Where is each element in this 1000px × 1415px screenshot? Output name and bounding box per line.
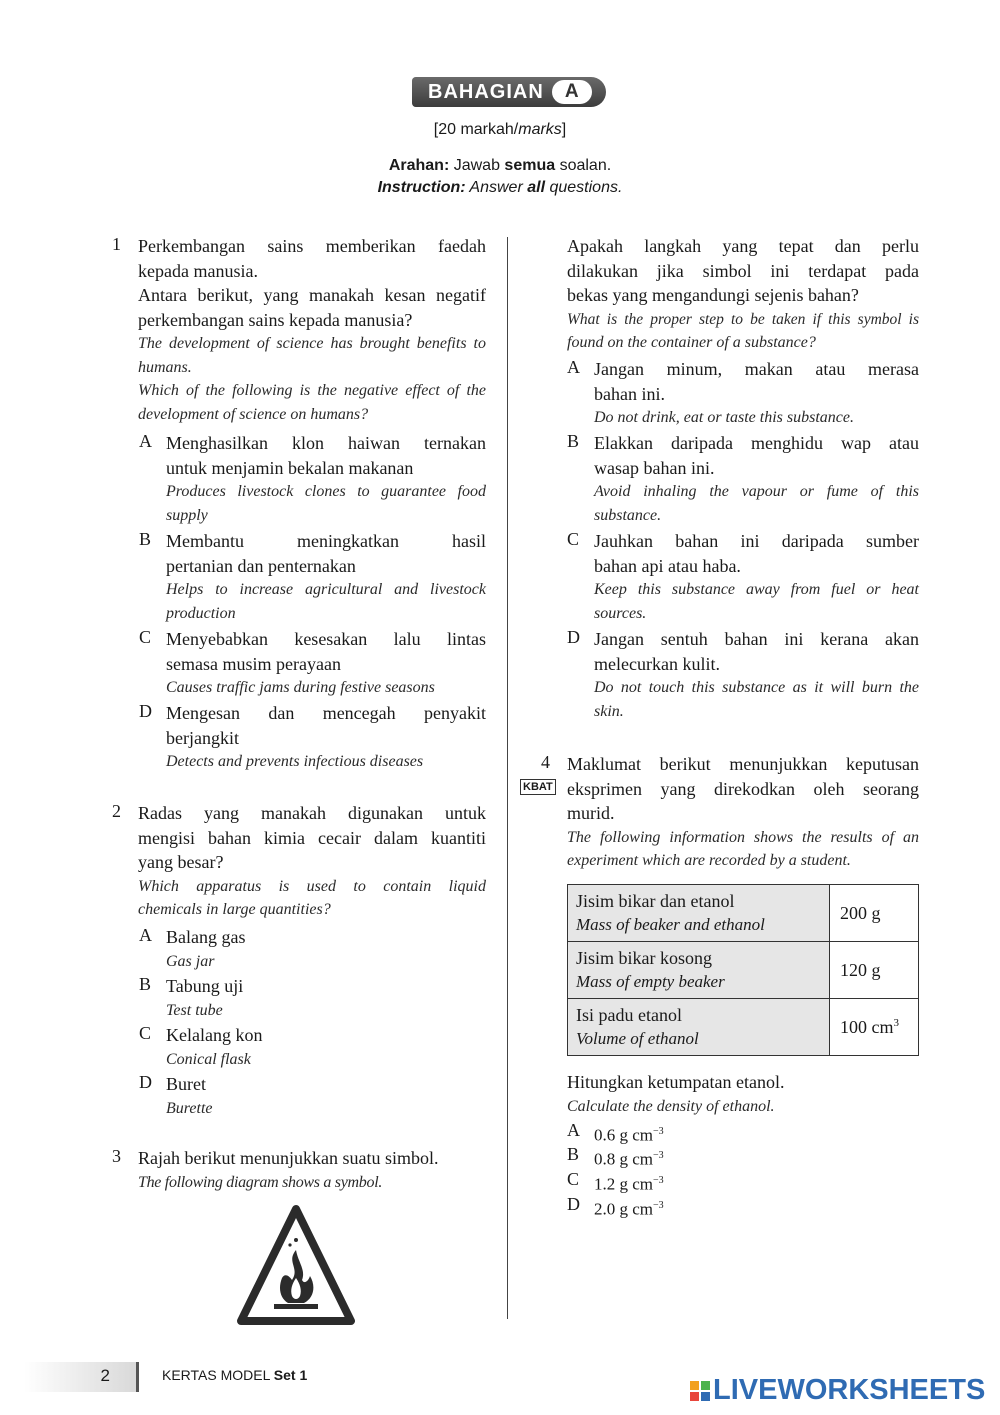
page-number-tab — [24, 1362, 139, 1392]
section-word: BAHAGIAN — [428, 80, 544, 103]
q3-option-c-letter: C — [567, 529, 580, 549]
page-number: 2 — [100, 1366, 110, 1385]
liveworksheets-grid-icon — [690, 1381, 710, 1401]
kbat-badge: KBAT — [520, 779, 556, 795]
q4-option-c[interactable]: 1.2 g $cm^{-3}$ — [594, 1174, 664, 1194]
table-label-cell: Isi padu etanol Volume of ethanol — [568, 999, 830, 1056]
table-label-cell: Jisim bikar kosong Mass of empty beaker — [568, 942, 830, 999]
column-divider — [507, 237, 508, 1319]
table-row — [568, 885, 919, 942]
q1-option-d[interactable]: Mengesan dan mencegah penyakit berjangkit Detects and prevents infectious diseases — [166, 703, 486, 770]
q2-option-a-letter: A — [139, 925, 152, 945]
table-value-cell: 200 g — [830, 885, 919, 942]
q3-continuation: Apakah langkah yang tepat dan perlu dilakukan jika simbol ini terdapat pada bekas yang mengandungi sejenis bahan? What is the proper step to be taken if this symbol is found on the container of a substance? — [567, 236, 919, 351]
table-row — [568, 942, 919, 999]
q4-calc: Hitungkan ketumpatan etanol. Calculate the density of ethanol. — [567, 1072, 785, 1115]
q2-option-b[interactable]: Tabung uji Test tube — [166, 976, 244, 1019]
instruction-line: Instruction: Answer all questions. — [377, 179, 623, 196]
q3-number: 3 — [112, 1146, 121, 1166]
q2-option-a[interactable]: Balang gas Gas jar — [166, 927, 246, 970]
q3-option-c[interactable]: Jauhkan bahan ini daripada sumber bahan api atau haba. Keep this substance away from fuel or heat sources. — [594, 531, 919, 622]
q1-number: 1 — [112, 234, 121, 254]
q1-option-a-letter: A — [139, 431, 152, 451]
q2-option-d[interactable]: Buret Burette — [166, 1074, 213, 1117]
q3-option-a[interactable]: Jangan minum, makan atau merasa bahan ini. Do not drink, eat or taste this substance. — [594, 359, 919, 426]
q1-stem: Perkembangan sains memberikan faedah kepada manusia. Antara berikut, yang manakah kesan negatif perkembangan sains kepada manusia? The development of science has brought benefits to humans. Which of the following is the negative effect of the development of science on humans? — [138, 236, 486, 423]
q2-option-b-letter: B — [139, 974, 152, 994]
q1-option-c[interactable]: Menyebabkan kesesakan lalu lintas semasa musim perayaan Causes traffic jams during festive seasons — [166, 629, 486, 696]
table-value-cell: 100 $cm^3$ — [830, 999, 919, 1056]
q2-option-c[interactable]: Kelalang kon Conical flask — [166, 1025, 263, 1068]
arahan-line: Arahan: Jawab semua soalan. — [388, 157, 612, 174]
table-value-cell: 120 g — [830, 942, 919, 999]
table-row — [568, 999, 919, 1056]
q4-stem: Maklumat berikut menunjukkan keputusan eksprimen yang direkodkan oleh seorang murid. The following information shows the results of an experiment which are recorded by a student. — [567, 754, 919, 869]
q3-option-b[interactable]: Elakkan daripada menghidu wap atau wasap bahan ini. Avoid inhaling the vapour or fume of this substance. — [594, 433, 919, 524]
q2-option-c-letter: C — [139, 1023, 152, 1043]
q3-option-d[interactable]: Jangan sentuh bahan ini kerana akan melecurkan kulit. Do not touch this substance as it will burn the skin. — [594, 629, 919, 720]
liveworksheets-brand: LIVEWORKSHEETS — [713, 1374, 986, 1406]
q4-option-c-letter: C — [567, 1169, 580, 1189]
q1-option-d-letter: D — [139, 701, 152, 721]
table-label-cell: Jisim bikar dan etanol Mass of beaker and ethanol — [568, 885, 830, 942]
q1-option-c-letter: C — [139, 627, 152, 647]
q4-option-a-letter: A — [567, 1120, 580, 1140]
q1-option-b[interactable]: Membantu meningkatkan hasil pertanian dan penternakan Helps to increase agricultural and livestock production — [166, 531, 486, 622]
footer-set-label: KERTAS MODEL Set 1 — [162, 1367, 308, 1383]
q4-option-d-letter: D — [567, 1194, 580, 1214]
flammable-hazard-icon — [236, 1204, 356, 1326]
results-table — [567, 884, 919, 1056]
q1-option-a[interactable]: Menghasilkan klon haiwan ternakan untuk menjamin bekalan makanan Produces livestock clones to guarantee food supply — [166, 433, 486, 524]
q2-number: 2 — [112, 801, 121, 821]
q2-stem: Radas yang manakah digunakan untuk mengisi bahan kimia cecair dalam kuantiti yang besar? Which apparatus is used to contain liquid chemicals in large quantities? — [138, 803, 486, 918]
q3-option-a-letter: A — [567, 357, 580, 377]
section-letter: A — [552, 80, 592, 104]
q1-option-b-letter: B — [139, 529, 152, 549]
section-badge — [412, 77, 606, 107]
q4-option-b[interactable]: 0.8 g $cm^{-3}$ — [594, 1149, 664, 1169]
q3-option-b-letter: B — [567, 431, 580, 451]
q2-option-d-letter: D — [139, 1072, 152, 1092]
liveworksheets-logo[interactable] — [690, 1374, 985, 1407]
q4-option-d[interactable]: 2.0 g $cm^{-3}$ — [594, 1199, 664, 1219]
q4-number: 4 — [541, 752, 550, 772]
q3-stem: Rajah berikut menunjukkan suatu simbol. The following diagram shows a symbol. — [138, 1148, 439, 1191]
q4-option-b-letter: B — [567, 1144, 580, 1164]
q3-option-d-letter: D — [567, 627, 580, 647]
q4-option-a[interactable]: 0.6 g $cm^{-3}$ — [594, 1125, 664, 1145]
marks-line: [20 markah/marks] — [433, 121, 567, 138]
